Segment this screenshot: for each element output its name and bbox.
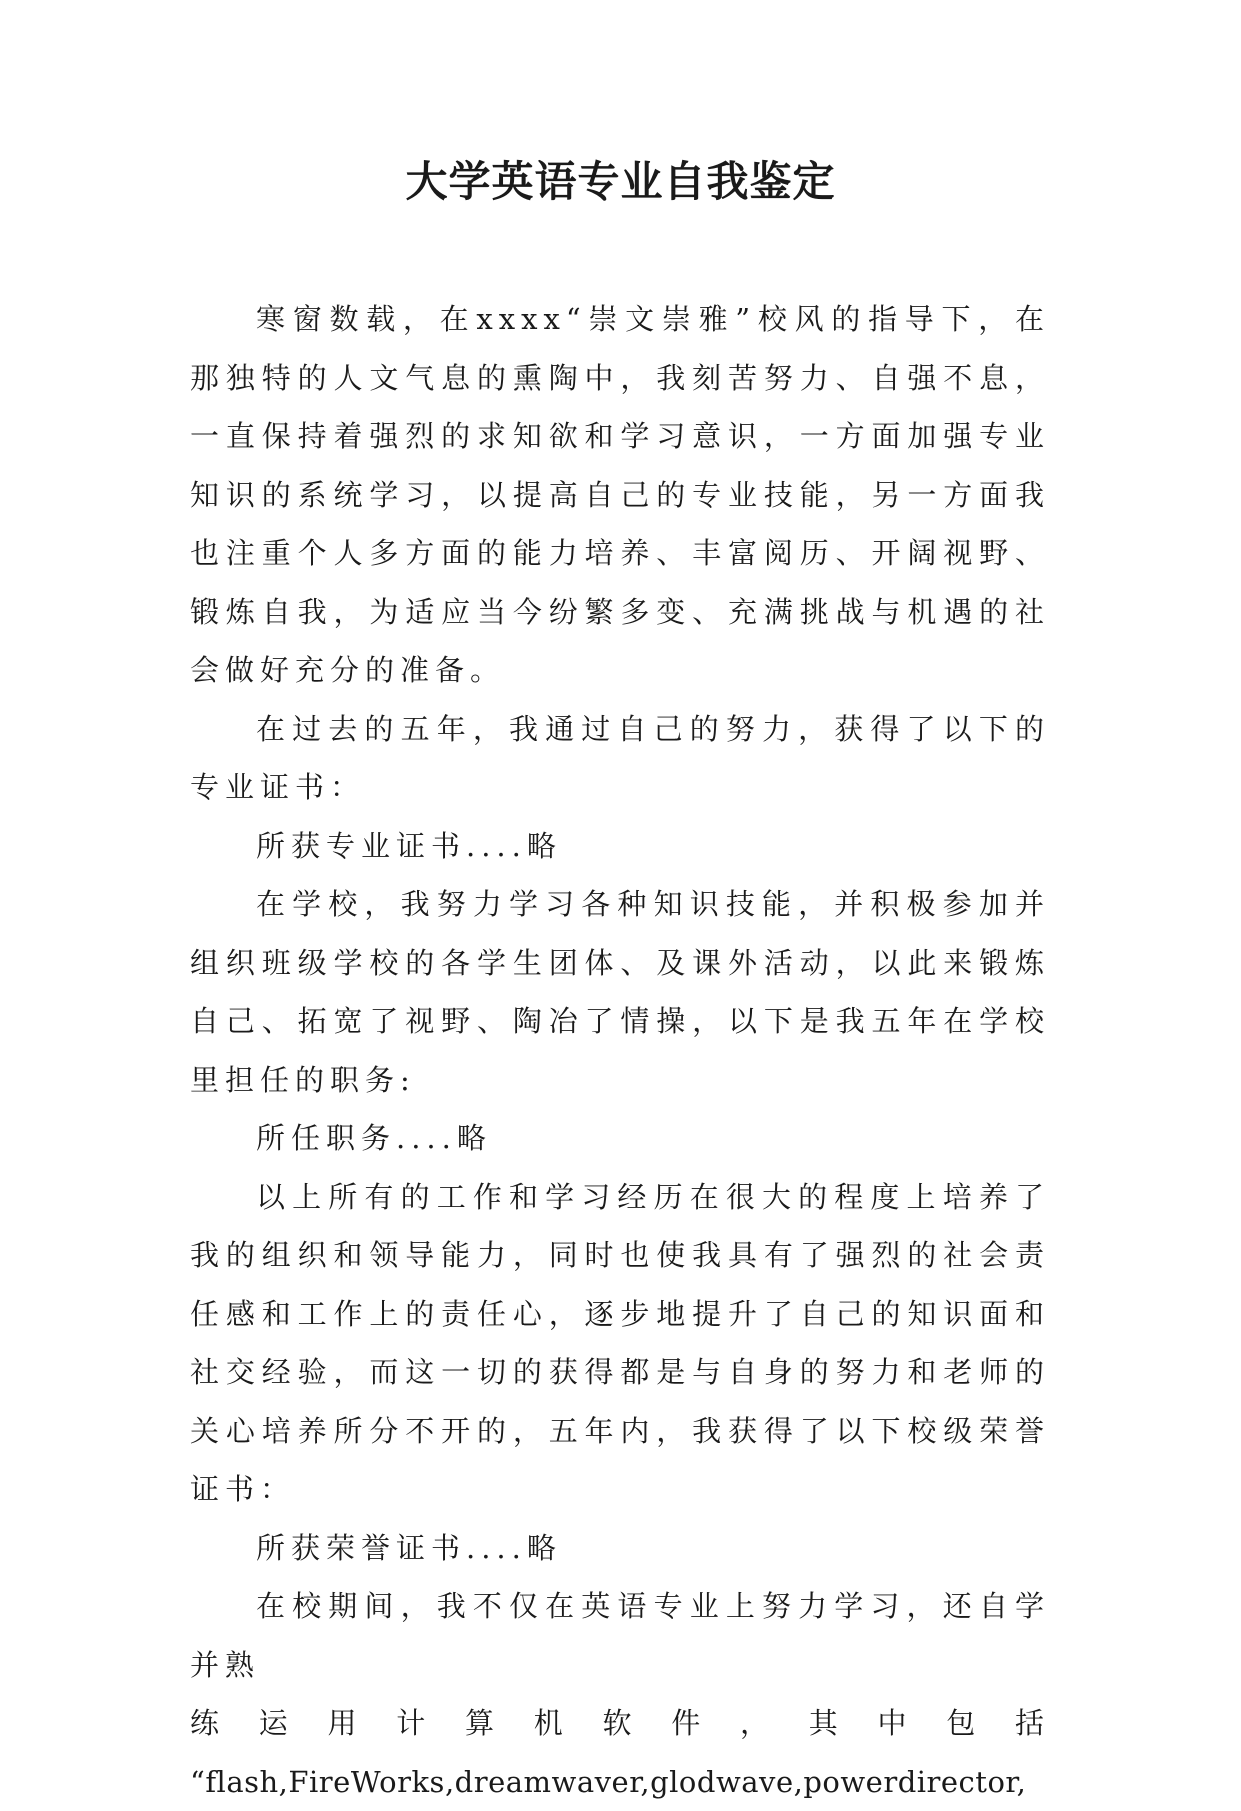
paragraph-certificates-placeholder: 所获专业证书....略	[190, 817, 1050, 876]
paragraph-school-activities: 在学校，我努力学习各种知识技能，并积极参加并组织班级学校的各学生团体、及课外活动，以此来锻炼自己、拓宽了视野、陶冶了情操，以下是我五年在学校里担任的职务:	[190, 875, 1050, 1109]
paragraph-computer-skills-line2: 练运用计算机软件，其中包括	[190, 1694, 1050, 1753]
paragraph-computer-skills-line1: 在校期间，我不仅在英语专业上努力学习，还自学并熟	[190, 1577, 1050, 1694]
paragraph-certificates-intro: 在过去的五年，我通过自己的努力，获得了以下的专业证书：	[190, 700, 1050, 817]
paragraph-intro: 寒窗数载，在xxxx“崇文崇雅”校风的指导下，在那独特的人文气息的熏陶中，我刻苦努力、自强不息，一直保持着强烈的求知欲和学习意识，一方面加强专业知识的系统学习，以提高自己的专业技能，另一方面我也注重个人多方面的能力培养、丰富阅历、开阔视野、锻炼自我，为适应当今纷繁多变、充满挑战与机遇的社会做好充分的准备。	[190, 290, 1050, 700]
document-title: 大学英语专业自我鉴定	[0, 152, 1241, 212]
document-body	[190, 290, 1050, 1811]
paragraph-honors-placeholder: 所获荣誉证书....略	[190, 1519, 1050, 1578]
paragraph-experience: 以上所有的工作和学习经历在很大的程度上培养了我的组织和领导能力，同时也使我具有了强烈的社会责任感和工作上的责任心，逐步地提升了自己的知识面和社交经验，而这一切的获得都是与自身的努力和老师的关心培养所分不开的，五年内，我获得了以下校级荣誉证书：	[190, 1168, 1050, 1519]
paragraph-computer-skills-line3: “flash,FireWorks,dreamwaver,glodwave,powerdirector,	[190, 1753, 1050, 1811]
paragraph-positions-placeholder: 所任职务....略	[190, 1109, 1050, 1168]
